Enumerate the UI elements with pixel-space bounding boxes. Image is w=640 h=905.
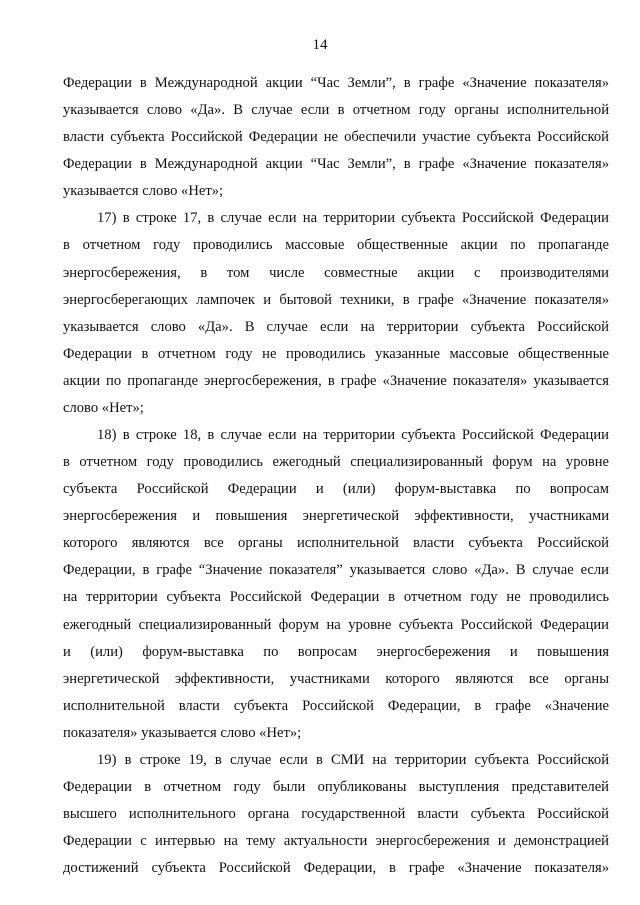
text-line: энергосбережения, в том числе совместные акции с производителями <box>63 264 609 281</box>
text-line: указывается слово «Да». В случае если на территории субъекта Российской <box>63 318 609 335</box>
text-line: акции по пропаганде энергосбережения, в графе «Значение показателя» указывается <box>63 372 609 389</box>
text-line: указывается слово «Нет»; <box>63 183 224 200</box>
text-line: Федерации с интервью на тему актуальности энергосбережения и демонстрацией <box>63 833 609 850</box>
text-line: и (или) форум-выставка по вопросам энергосбережения и повышения <box>63 643 609 660</box>
text-line: исполнительной власти субъекта Российской Федерации, в графе «Значение <box>63 697 609 714</box>
text-line: Федерации, в графе “Значение показателя” указывается слово «Да». В случае если <box>63 562 609 579</box>
text-line: субъекта Российской Федерации и (или) форум-выставка по вопросам <box>63 481 609 498</box>
text-line: Федерации в Международной акции “Час Земли”, в графе «Значение показателя» <box>63 156 609 173</box>
text-line: Федерации в Международной акции “Час Земли”, в графе «Значение показателя» <box>63 75 609 91</box>
text-line: энергосбережения и повышения энергетической эффективности, участниками <box>63 508 609 525</box>
text-line: 17) в строке 17, в случае если на территории субъекта Российской Федерации <box>97 210 609 227</box>
text-line: достижений субъекта Российской Федерации, в графе «Значение показателя» <box>63 860 609 877</box>
body-text <box>63 70 609 882</box>
text-line: которого являются все органы исполнительной власти субъекта Российской <box>63 535 609 552</box>
text-line: ежегодный специализированный форум на уровне субъекта Российской Федерации <box>63 616 609 633</box>
text-line: 19) в строке 19, в случае если в СМИ на территории субъекта Российской <box>97 751 609 768</box>
text-line: показателя» указывается слово «Нет»; <box>63 724 302 741</box>
text-line: указывается слово «Да». В случае если в отчетном году органы исполнительной <box>63 102 609 119</box>
text-line: высшего исполнительного органа государственной власти субъекта Российской <box>63 806 609 823</box>
text-line: энергосберегающих лампочек и бытовой техники, в графе «Значение показателя» <box>63 291 609 308</box>
text-line: Федерации в отчетном году не проводились указанные массовые общественные <box>63 345 609 362</box>
text-line: энергетической эффективности, участниками которого являются все органы <box>63 670 609 687</box>
text-line: в отчетном году проводились ежегодный специализированный форум на уровне <box>63 454 609 471</box>
text-line: 18) в строке 18, в случае если на территории субъекта Российской Федерации <box>97 427 609 444</box>
text-line: на территории субъекта Российской Федерации в отчетном году не проводились <box>63 589 609 606</box>
page-number: 14 <box>312 37 328 53</box>
text-line: в отчетном году проводились массовые общественные акции по пропаганде <box>63 237 609 254</box>
text-line: Федерации в отчетном году были опубликованы выступления представителей <box>63 779 609 796</box>
text-line: слово «Нет»; <box>63 399 144 416</box>
text-line: власти субъекта Российской Федерации не обеспечили участие субъекта Российской <box>63 129 609 146</box>
